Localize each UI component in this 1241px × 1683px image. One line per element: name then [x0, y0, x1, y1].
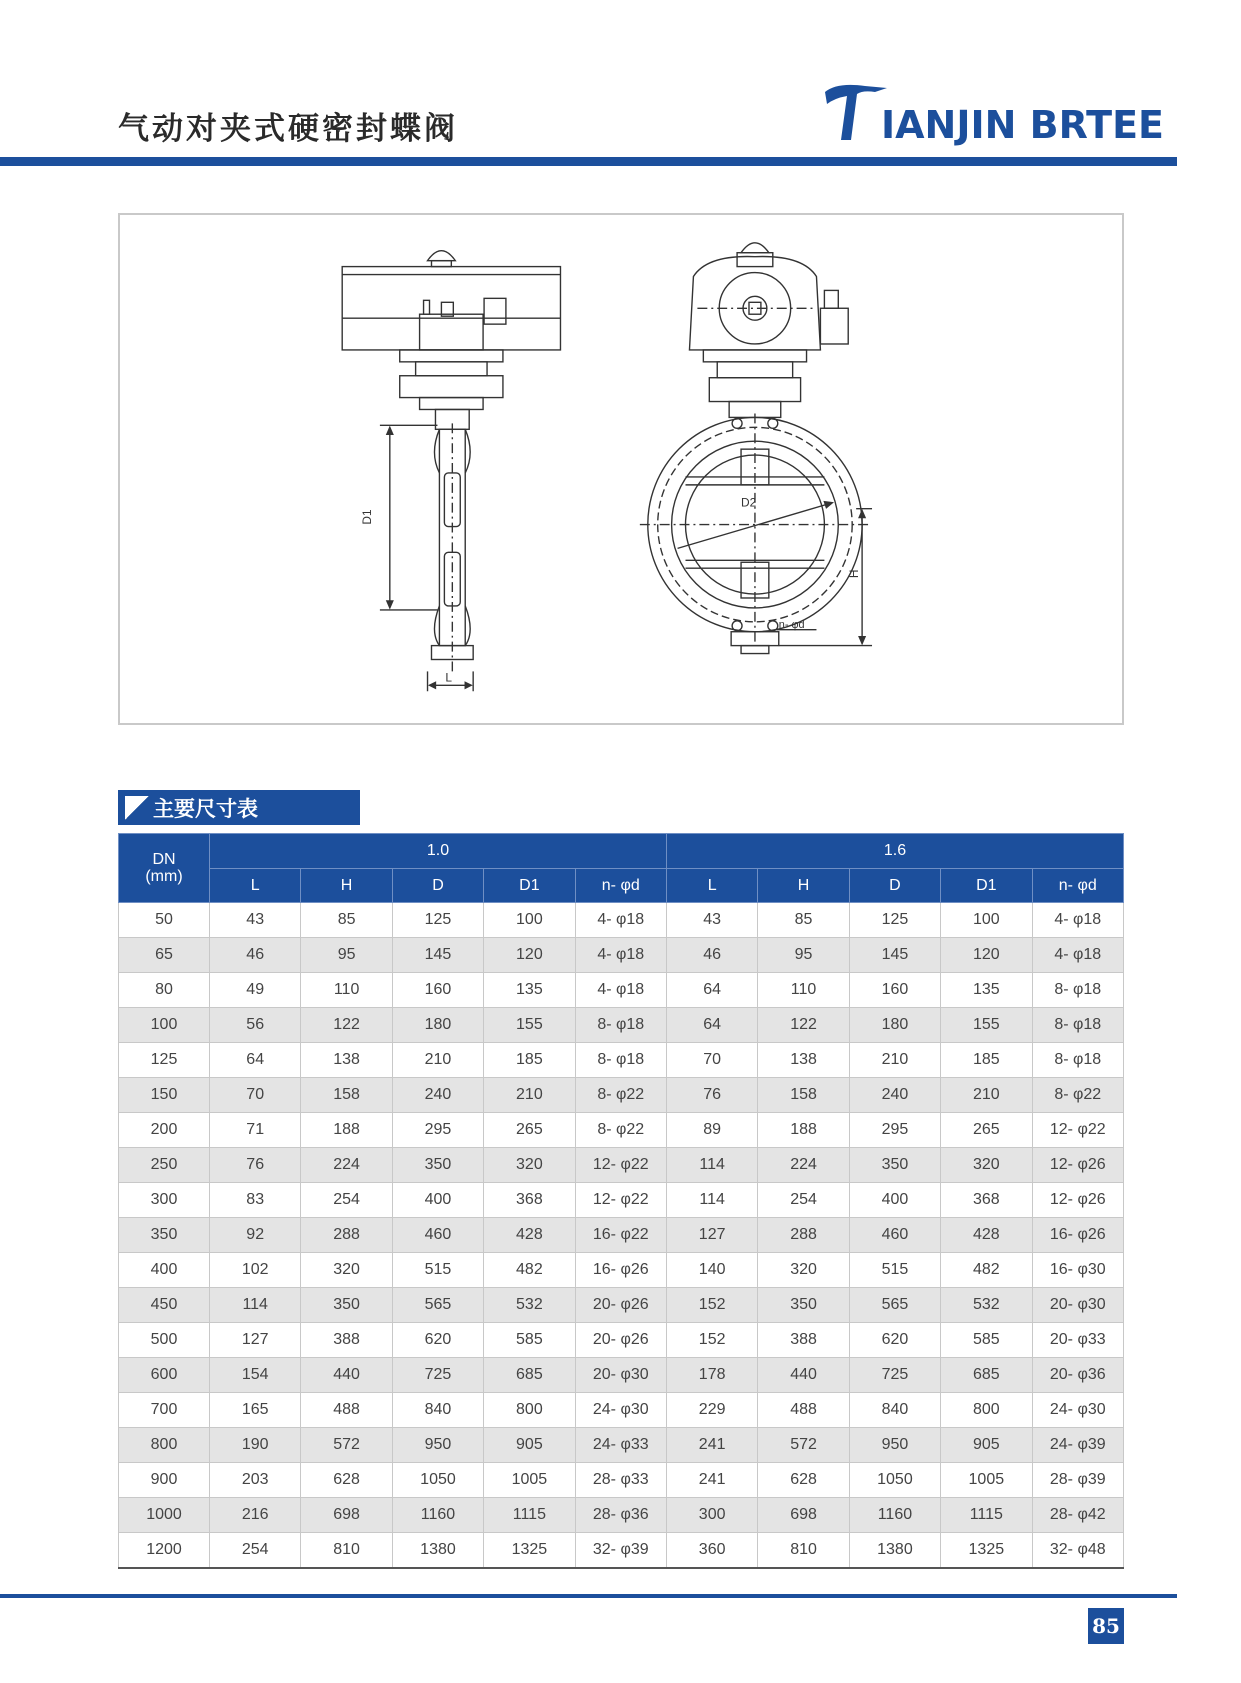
table-cell: 8- φ22: [575, 1078, 666, 1113]
table-cell: 620: [392, 1323, 483, 1358]
table-cell: 138: [758, 1043, 849, 1078]
table-cell: 185: [484, 1043, 575, 1078]
table-cell: 16- φ22: [575, 1218, 666, 1253]
table-cell: 241: [666, 1428, 757, 1463]
table-cell: 49: [210, 973, 301, 1008]
table-cell: 32- φ39: [575, 1533, 666, 1569]
table-cell: 295: [849, 1113, 940, 1148]
table-cell: 360: [666, 1533, 757, 1569]
table-cell: 1325: [941, 1533, 1032, 1569]
table-cell: 320: [941, 1148, 1032, 1183]
header-dn-top: DN: [152, 851, 176, 868]
table-cell: 1380: [392, 1533, 483, 1569]
table-cell: 16- φ30: [1032, 1253, 1123, 1288]
table-cell: 188: [758, 1113, 849, 1148]
table-row: [119, 1358, 1124, 1393]
table-cell: 145: [392, 938, 483, 973]
table-cell: 400: [849, 1183, 940, 1218]
header-rule: [0, 157, 1177, 166]
table-cell: 32- φ48: [1032, 1533, 1123, 1569]
header-col-nd: n- φd: [1032, 869, 1123, 903]
table-cell: 4- φ18: [575, 938, 666, 973]
table-cell: 368: [484, 1183, 575, 1218]
table-cell: 320: [484, 1148, 575, 1183]
table-cell: 210: [392, 1043, 483, 1078]
cell-dn: 100: [119, 1008, 210, 1043]
cell-dn: 250: [119, 1148, 210, 1183]
cell-dn: 150: [119, 1078, 210, 1113]
cell-dn: 125: [119, 1043, 210, 1078]
table-cell: 64: [666, 973, 757, 1008]
table-cell: 180: [392, 1008, 483, 1043]
section-label: [118, 790, 360, 825]
table-cell: 840: [392, 1393, 483, 1428]
header-dn-bottom: (mm): [145, 868, 183, 885]
table-cell: 8- φ18: [1032, 973, 1123, 1008]
table-row: [119, 1148, 1124, 1183]
table-cell: 24- φ33: [575, 1428, 666, 1463]
table-row: [119, 1043, 1124, 1078]
table-cell: 482: [941, 1253, 1032, 1288]
table-cell: 8- φ18: [575, 1008, 666, 1043]
table-cell: 56: [210, 1008, 301, 1043]
table-cell: 64: [210, 1043, 301, 1078]
table-cell: 70: [210, 1078, 301, 1113]
table-cell: 127: [210, 1323, 301, 1358]
section-label-text: 主要尺寸表: [153, 796, 258, 821]
table-cell: 28- φ36: [575, 1498, 666, 1533]
table-cell: 1115: [484, 1498, 575, 1533]
table-cell: 210: [484, 1078, 575, 1113]
table-cell: 210: [941, 1078, 1032, 1113]
cell-dn: 800: [119, 1428, 210, 1463]
table-cell: 685: [484, 1358, 575, 1393]
table-cell: 64: [666, 1008, 757, 1043]
table-cell: 1160: [849, 1498, 940, 1533]
table-cell: 100: [484, 903, 575, 938]
table-cell: 295: [392, 1113, 483, 1148]
table-cell: 240: [392, 1078, 483, 1113]
table-cell: 8- φ18: [575, 1043, 666, 1078]
header-col-h: H: [301, 869, 392, 903]
table-cell: 532: [941, 1288, 1032, 1323]
table-cell: 428: [941, 1218, 1032, 1253]
table-cell: 515: [849, 1253, 940, 1288]
table-cell: 950: [392, 1428, 483, 1463]
table-cell: 24- φ30: [575, 1393, 666, 1428]
table-cell: 127: [666, 1218, 757, 1253]
table-cell: 110: [301, 973, 392, 1008]
table-cell: 350: [758, 1288, 849, 1323]
header-col-h: H: [758, 869, 849, 903]
label-h: H: [847, 569, 862, 579]
table-cell: 152: [666, 1323, 757, 1358]
cell-dn: 450: [119, 1288, 210, 1323]
table-cell: 532: [484, 1288, 575, 1323]
table-cell: 152: [666, 1288, 757, 1323]
cell-dn: 900: [119, 1463, 210, 1498]
table-cell: 138: [301, 1043, 392, 1078]
brand-logo: [817, 78, 1177, 148]
technical-drawing: [118, 213, 1124, 725]
table-cell: 254: [758, 1183, 849, 1218]
cell-dn: 350: [119, 1218, 210, 1253]
page-number: 85: [1088, 1608, 1124, 1644]
header-col-d1: D1: [484, 869, 575, 903]
table-cell: 154: [210, 1358, 301, 1393]
table-cell: 185: [941, 1043, 1032, 1078]
table-cell: 320: [758, 1253, 849, 1288]
table-cell: 800: [941, 1393, 1032, 1428]
table-cell: 572: [301, 1428, 392, 1463]
table-cell: 125: [849, 903, 940, 938]
table-cell: 188: [301, 1113, 392, 1148]
dimension-table: [118, 833, 1124, 1569]
table-cell: 145: [849, 938, 940, 973]
table-cell: 800: [484, 1393, 575, 1428]
table-cell: 1050: [392, 1463, 483, 1498]
table-row: [119, 903, 1124, 938]
table-cell: 190: [210, 1428, 301, 1463]
table-cell: 120: [484, 938, 575, 973]
header-col-d1: D1: [941, 869, 1032, 903]
label-d1: D1: [359, 509, 374, 525]
table-cell: 482: [484, 1253, 575, 1288]
table-cell: 1325: [484, 1533, 575, 1569]
table-cell: 70: [666, 1043, 757, 1078]
table-cell: 12- φ26: [1032, 1183, 1123, 1218]
table-row: [119, 1008, 1124, 1043]
table-row: [119, 938, 1124, 973]
table-cell: 92: [210, 1218, 301, 1253]
table-cell: 905: [484, 1428, 575, 1463]
table-cell: 585: [484, 1323, 575, 1358]
table-cell: 265: [941, 1113, 1032, 1148]
table-row: [119, 1113, 1124, 1148]
cell-dn: 1000: [119, 1498, 210, 1533]
table-cell: 12- φ22: [1032, 1113, 1123, 1148]
table-cell: 8- φ22: [575, 1113, 666, 1148]
table-cell: 240: [849, 1078, 940, 1113]
table-cell: 488: [301, 1393, 392, 1428]
table-cell: 4- φ18: [1032, 903, 1123, 938]
table-cell: 300: [666, 1498, 757, 1533]
table-cell: 16- φ26: [575, 1253, 666, 1288]
table-cell: 85: [758, 903, 849, 938]
table-cell: 110: [758, 973, 849, 1008]
table-cell: 685: [941, 1358, 1032, 1393]
header-group-1-0: 1.0: [210, 834, 667, 869]
triangle-icon: [125, 796, 149, 820]
table-cell: 210: [849, 1043, 940, 1078]
table-cell: 85: [301, 903, 392, 938]
front-view: [640, 243, 872, 654]
table-cell: 1005: [941, 1463, 1032, 1498]
table-cell: 135: [484, 973, 575, 1008]
table-cell: 725: [392, 1358, 483, 1393]
table-cell: 810: [301, 1533, 392, 1569]
table-cell: 241: [666, 1463, 757, 1498]
table-cell: 20- φ26: [575, 1288, 666, 1323]
table-cell: 158: [301, 1078, 392, 1113]
table-body: [119, 903, 1124, 1569]
table-cell: 8- φ18: [1032, 1008, 1123, 1043]
table-cell: 565: [392, 1288, 483, 1323]
table-cell: 165: [210, 1393, 301, 1428]
table-cell: 950: [849, 1428, 940, 1463]
header-group-1-6: 1.6: [666, 834, 1123, 869]
table-row: [119, 1253, 1124, 1288]
table-cell: 12- φ22: [575, 1183, 666, 1218]
table-cell: 224: [758, 1148, 849, 1183]
table-cell: 388: [758, 1323, 849, 1358]
table-cell: 8- φ18: [1032, 1043, 1123, 1078]
table-cell: 160: [392, 973, 483, 1008]
table-cell: 4- φ18: [575, 973, 666, 1008]
brand-text: IANJIN BRTEE: [881, 103, 1165, 147]
table-cell: 224: [301, 1148, 392, 1183]
table-cell: 1005: [484, 1463, 575, 1498]
table-cell: 95: [301, 938, 392, 973]
label-l: L: [445, 670, 453, 685]
table-cell: 114: [210, 1288, 301, 1323]
table-cell: 216: [210, 1498, 301, 1533]
table-cell: 229: [666, 1393, 757, 1428]
table-cell: 203: [210, 1463, 301, 1498]
table-cell: 628: [301, 1463, 392, 1498]
header-col-nd: n- φd: [575, 869, 666, 903]
table-cell: 388: [301, 1323, 392, 1358]
table-cell: 89: [666, 1113, 757, 1148]
side-view: [342, 251, 560, 692]
page-title: 气动对夹式硬密封蝶阀: [118, 111, 458, 147]
table-row: [119, 1288, 1124, 1323]
table-cell: 125: [392, 903, 483, 938]
table-cell: 95: [758, 938, 849, 973]
table-cell: 460: [849, 1218, 940, 1253]
cell-dn: 400: [119, 1253, 210, 1288]
table-cell: 515: [392, 1253, 483, 1288]
table-cell: 122: [301, 1008, 392, 1043]
table-cell: 810: [758, 1533, 849, 1569]
table-cell: 350: [301, 1288, 392, 1323]
table-cell: 4- φ18: [1032, 938, 1123, 973]
cell-dn: 500: [119, 1323, 210, 1358]
table-cell: 628: [758, 1463, 849, 1498]
table-cell: 114: [666, 1148, 757, 1183]
table-cell: 43: [210, 903, 301, 938]
table-cell: 368: [941, 1183, 1032, 1218]
table-cell: 1050: [849, 1463, 940, 1498]
table-cell: 46: [666, 938, 757, 973]
table-cell: 488: [758, 1393, 849, 1428]
table-cell: 158: [758, 1078, 849, 1113]
table-cell: 725: [849, 1358, 940, 1393]
table-cell: 698: [301, 1498, 392, 1533]
table-cell: 12- φ26: [1032, 1148, 1123, 1183]
table-cell: 140: [666, 1253, 757, 1288]
table-cell: 20- φ26: [575, 1323, 666, 1358]
table-cell: 440: [758, 1358, 849, 1393]
table-row: [119, 1533, 1124, 1569]
table-row: [119, 1323, 1124, 1358]
header-col-l: L: [210, 869, 301, 903]
cell-dn: 50: [119, 903, 210, 938]
footer-rule: [0, 1594, 1177, 1598]
table-cell: 28- φ42: [1032, 1498, 1123, 1533]
table-cell: 135: [941, 973, 1032, 1008]
table-cell: 114: [666, 1183, 757, 1218]
table-cell: 565: [849, 1288, 940, 1323]
table-row: [119, 973, 1124, 1008]
table-cell: 350: [849, 1148, 940, 1183]
table-cell: 840: [849, 1393, 940, 1428]
table-cell: 120: [941, 938, 1032, 973]
table-cell: 8- φ22: [1032, 1078, 1123, 1113]
table-cell: 1160: [392, 1498, 483, 1533]
table-cell: 905: [941, 1428, 1032, 1463]
cell-dn: 700: [119, 1393, 210, 1428]
table-cell: 400: [392, 1183, 483, 1218]
table-cell: 102: [210, 1253, 301, 1288]
cell-dn: 300: [119, 1183, 210, 1218]
table-cell: 4- φ18: [575, 903, 666, 938]
table-cell: 20- φ36: [1032, 1358, 1123, 1393]
table-row: [119, 1428, 1124, 1463]
table-cell: 180: [849, 1008, 940, 1043]
header-col-l: L: [666, 869, 757, 903]
table-cell: 46: [210, 938, 301, 973]
table-cell: 585: [941, 1323, 1032, 1358]
table-cell: 1380: [849, 1533, 940, 1569]
table-cell: 76: [210, 1148, 301, 1183]
table-cell: 288: [758, 1218, 849, 1253]
table-cell: 460: [392, 1218, 483, 1253]
table-cell: 428: [484, 1218, 575, 1253]
table-row: [119, 1393, 1124, 1428]
header-col-d: D: [392, 869, 483, 903]
table-cell: 440: [301, 1358, 392, 1393]
table-cell: 320: [301, 1253, 392, 1288]
table-cell: 254: [210, 1533, 301, 1569]
table-cell: 1115: [941, 1498, 1032, 1533]
table-cell: 20- φ30: [1032, 1288, 1123, 1323]
table-cell: 572: [758, 1428, 849, 1463]
table-cell: 155: [941, 1008, 1032, 1043]
table-cell: 43: [666, 903, 757, 938]
cell-dn: 200: [119, 1113, 210, 1148]
table-cell: 350: [392, 1148, 483, 1183]
table-cell: 20- φ30: [575, 1358, 666, 1393]
table-cell: 100: [941, 903, 1032, 938]
table-cell: 178: [666, 1358, 757, 1393]
cell-dn: 1200: [119, 1533, 210, 1569]
table-cell: 20- φ33: [1032, 1323, 1123, 1358]
table-cell: 288: [301, 1218, 392, 1253]
table-row: [119, 1463, 1124, 1498]
table-cell: 83: [210, 1183, 301, 1218]
table-cell: 620: [849, 1323, 940, 1358]
table-cell: 28- φ39: [1032, 1463, 1123, 1498]
table-cell: 28- φ33: [575, 1463, 666, 1498]
table-cell: 698: [758, 1498, 849, 1533]
header-col-d: D: [849, 869, 940, 903]
table-cell: 76: [666, 1078, 757, 1113]
cell-dn: 65: [119, 938, 210, 973]
table-cell: 24- φ30: [1032, 1393, 1123, 1428]
cell-dn: 80: [119, 973, 210, 1008]
table-row: [119, 1183, 1124, 1218]
table-row: [119, 1078, 1124, 1113]
table-cell: 254: [301, 1183, 392, 1218]
table-cell: 160: [849, 973, 940, 1008]
label-d2: D2: [741, 495, 757, 510]
table-row: [119, 1498, 1124, 1533]
table-cell: 122: [758, 1008, 849, 1043]
header-dn: [119, 834, 210, 903]
cell-dn: 600: [119, 1358, 210, 1393]
table-cell: 24- φ39: [1032, 1428, 1123, 1463]
brand-logo-graphic: [817, 78, 1177, 148]
table-row: [119, 1218, 1124, 1253]
label-nd: n- φd: [778, 618, 805, 631]
table-cell: 265: [484, 1113, 575, 1148]
table-cell: 71: [210, 1113, 301, 1148]
table-cell: 155: [484, 1008, 575, 1043]
table-cell: 12- φ22: [575, 1148, 666, 1183]
table-cell: 16- φ26: [1032, 1218, 1123, 1253]
